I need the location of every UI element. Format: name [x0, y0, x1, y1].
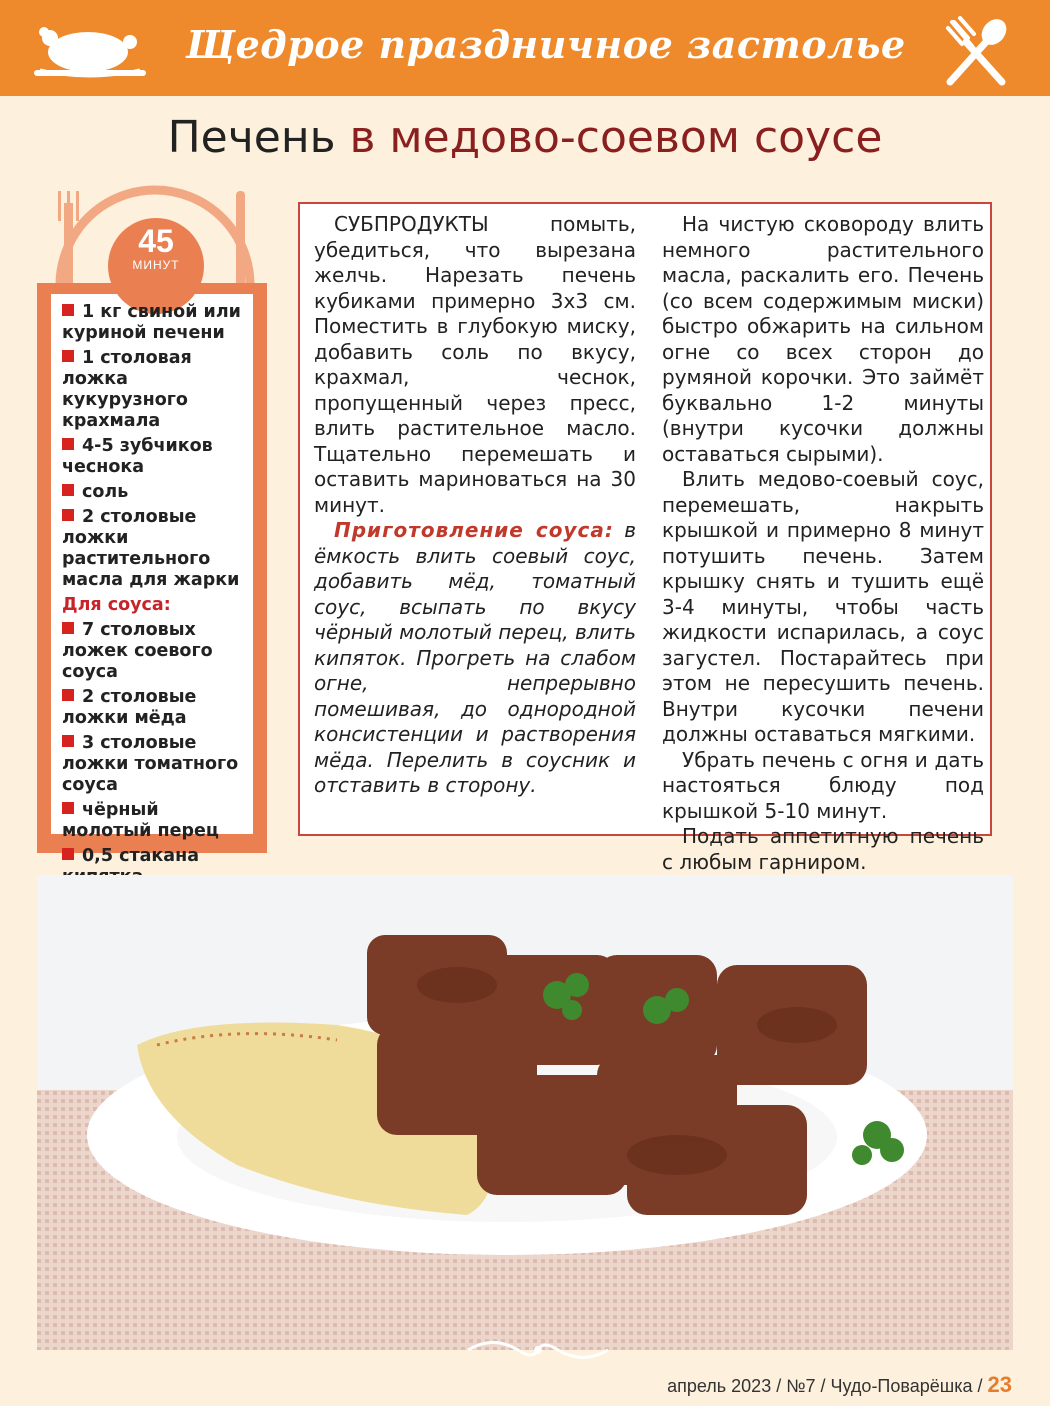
recipe-title-main: Печень [167, 112, 336, 163]
bullet-square-icon [62, 304, 74, 316]
method-column-2 [662, 212, 984, 875]
sauce-heading: Для соуса: [62, 595, 171, 615]
ingredient-text: 2 столовые ложки растительного масла для жарки [62, 507, 240, 590]
sauce-ingredient-item [62, 800, 254, 842]
ingredients-list [62, 302, 254, 892]
ingredient-item [62, 302, 254, 344]
bullet-square-icon [62, 484, 74, 496]
bullet-square-icon [62, 622, 74, 634]
bullet-square-icon [62, 848, 74, 860]
cooking-time-unit: МИНУТ [132, 258, 180, 272]
sauce-text: в ёмкость влить соевый соус, добавить мёд, томатный соус, всыпать по вкусу чёрный молотый перец, влить кипяток. Прогреть на слабом огне, непрерывно помешивая, до однородной консистенции и растворения мёда. Перелить в соусник и отставить в сторону. [314, 518, 636, 797]
ingredient-item [62, 482, 254, 503]
issue-info: апрель 2023 / №7 / Чудо-Поварёшка / [667, 1376, 983, 1396]
bullet-square-icon [62, 350, 74, 362]
ingredient-item [62, 436, 254, 478]
ingredient-item [62, 507, 254, 591]
recipe-title-accent: в медово-соевом соусе [349, 112, 883, 163]
cooking-time-value: 45 [138, 223, 174, 259]
ingredient-text: чёрный молотый перец [62, 800, 219, 841]
ingredient-text: 4-5 зубчиков чеснока [62, 436, 213, 477]
ingredient-text: 1 столовая ложка кукурузного крахмала [62, 348, 192, 431]
sauce-ingredient-item [62, 733, 254, 796]
bullet-square-icon [62, 438, 74, 450]
ingredient-item [62, 348, 254, 432]
sauce-paragraph [314, 518, 636, 799]
section-header [0, 0, 1050, 96]
ingredient-text: 1 кг свиной или куриной печени [62, 302, 241, 343]
sauce-ingredient-item [62, 687, 254, 729]
dish-photo [37, 875, 1013, 1350]
page-footer [667, 1372, 1012, 1398]
ingredient-text: 0,5 стакана [82, 846, 200, 866]
ingredient-text: 7 столовых ложек соевого соуса [62, 620, 213, 682]
spoon-fork-icon [938, 16, 1014, 88]
ingredient-text: соль [82, 482, 129, 502]
method-paragraph: На чистую сковороду влить немного растительного масла, раскалить его. Печень (со всем содержимым миски) быстро обжарить на сильном огне со всех сторон до румяной корочки. Это займёт буквально 1-2 минуты (внутри кусочки должны оставаться сырыми). [662, 212, 984, 466]
ingredient-text: 2 столовые ложки мёда [62, 687, 197, 728]
method-paragraph: Убрать печень с огня и дать настояться блюду под крышкой 5-10 минут. [662, 747, 984, 823]
page-number: 23 [987, 1372, 1012, 1397]
method-paragraph: Влить медово-соевый соус, перемешать, накрыть крышкой и примерно 8 минут потушить печень. Затем крышку снять и тушить ещё 3-4 минуты, чтобы часть жидкости испарилась, а соус загустел. Постарайтесь при этом не пересушить печень. Внутри кусочки печени должны оставаться мягкими. [662, 467, 984, 746]
recipe-title [0, 112, 1050, 163]
bullet-square-icon [62, 735, 74, 747]
bullet-square-icon [62, 509, 74, 521]
method-column-1 [314, 212, 636, 799]
bullet-square-icon [62, 689, 74, 701]
roast-turkey-icon [30, 18, 150, 82]
ingredient-text: 3 столовые ложки томатного соуса [62, 733, 239, 795]
sauce-ingredient-item [62, 620, 254, 683]
section-title: Щедрое праздничное застолье [186, 22, 906, 67]
cooking-time-badge [108, 218, 204, 314]
sauce-label: Приготовление соуса: [334, 518, 614, 542]
method-paragraph: Подать аппетитную печень с любым гарниром. [662, 824, 984, 874]
bullet-square-icon [62, 802, 74, 814]
method-paragraph: СУБПРОДУКТЫ помыть, убедиться, что вырезана желчь. Нарезать печень кубиками примерно 3х3 см. Поместить в глубокую миску, добавить соль по вкусу, крахмал, чеснок, пропущенный через пресс, влить растительное масло. Тщательно перемешать и оставить мариноваться на 30 минут. [314, 212, 636, 517]
decorative-flourish-icon [463, 1330, 613, 1370]
dish-illustration [37, 875, 1013, 1350]
